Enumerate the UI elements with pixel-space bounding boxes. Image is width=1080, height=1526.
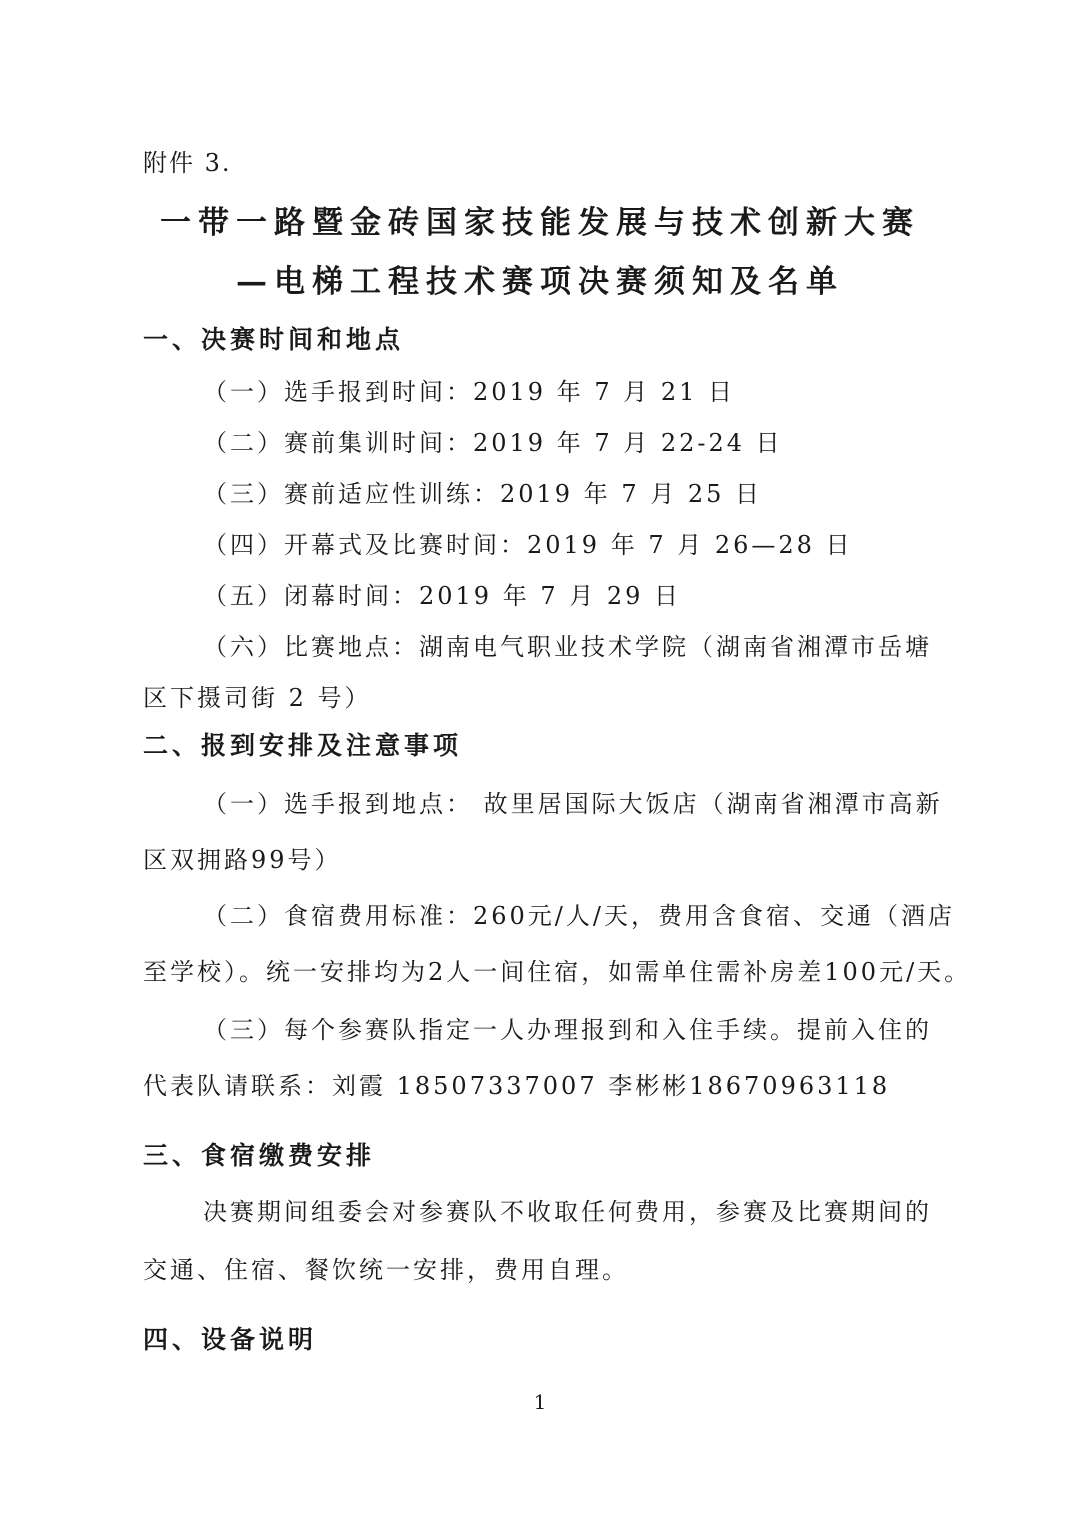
section2-item3-line1: （三）每个参赛队指定一人办理报到和入住手续。提前入住的: [203, 1016, 932, 1044]
attachment-label: 附件 3.: [143, 149, 232, 177]
document-title-line1: 一带一路暨金砖国家技能发展与技术创新大赛: [160, 205, 920, 241]
section2-item1-line1: （一）选手报到地点： 故里居国际大饭店（湖南省湘潭市高新: [203, 790, 943, 818]
section-heading-3: 三、食宿缴费安排: [143, 1141, 376, 1170]
section2-item3-line2: 代表队请联系：刘霞 18507337007 李彬彬18670963118: [143, 1072, 891, 1100]
section3-line1: 决赛期间组委会对参赛队不收取任何费用，参赛及比赛期间的: [203, 1198, 932, 1226]
section1-item-5: （五）闭幕时间：2019 年 7 月 29 日: [203, 582, 682, 610]
section1-venue-line1: （六）比赛地点：湖南电气职业技术学院（湖南省湘潭市岳塘: [203, 633, 932, 661]
document-title-line2: —电梯工程技术赛项决赛须知及名单: [236, 264, 844, 300]
section1-item-4: （四）开幕式及比赛时间：2019 年 7 月 26—28 日: [203, 531, 853, 559]
section2-item2-line1: （二）食宿费用标准：260元/人/天，费用含食宿、交通（酒店: [203, 902, 955, 930]
page-number: 1: [533, 1390, 547, 1414]
section-heading-2: 二、报到安排及注意事项: [143, 731, 463, 760]
section3-line2: 交通、住宿、餐饮统一安排，费用自理。: [143, 1256, 629, 1284]
section-heading-4: 四、设备说明: [143, 1325, 318, 1354]
section2-item2-line2: 至学校）。统一安排均为2人一间住宿，如需单住需补房差100元/天。: [143, 958, 972, 986]
section-heading-1: 一、决赛时间和地点: [143, 325, 405, 354]
section2-item1-line2: 区双拥路99号）: [143, 846, 342, 874]
section1-item-1: （一）选手报到时间：2019 年 7 月 21 日: [203, 378, 736, 406]
section1-venue-line2: 区下摄司街 2 号）: [143, 684, 372, 712]
section1-item-2: （二）赛前集训时间：2019 年 7 月 22-24 日: [203, 429, 783, 457]
section1-item-3: （三）赛前适应性训练：2019 年 7 月 25 日: [203, 480, 763, 508]
